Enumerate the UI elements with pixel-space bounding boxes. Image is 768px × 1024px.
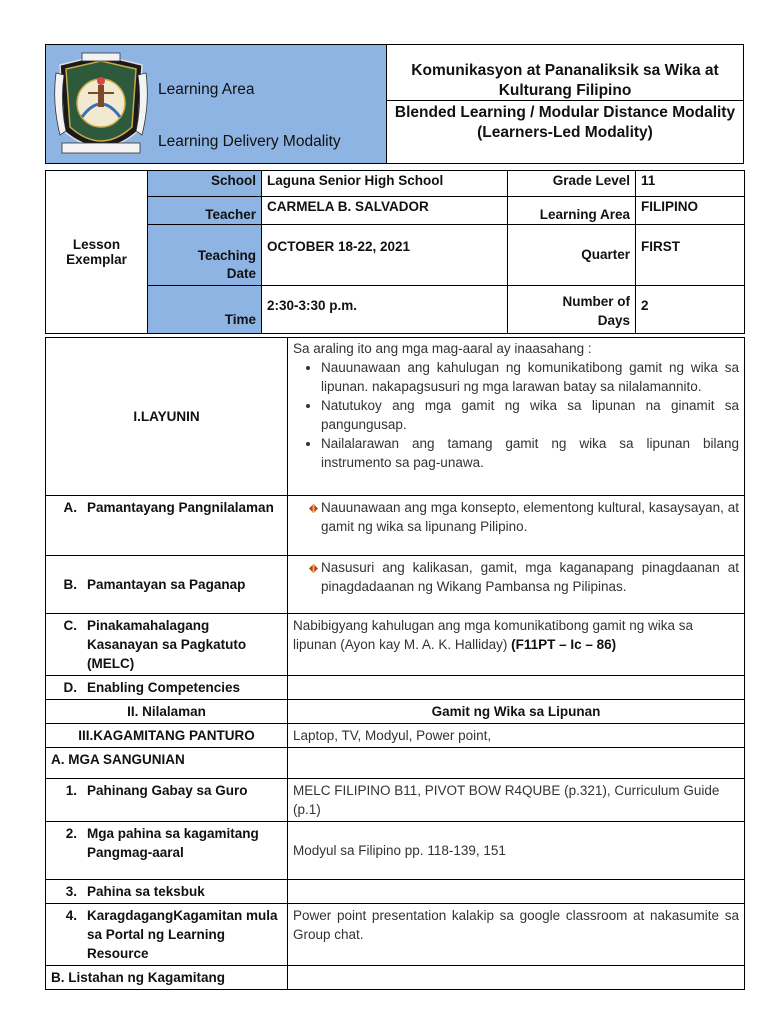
date-label: Date xyxy=(226,266,256,281)
delivery-modality-label: Learning Delivery Modality xyxy=(158,133,341,150)
document-header xyxy=(45,44,744,164)
learning-area-value: Komunikasyon at Pananaliksik sa Wika at Kulturang Filipino xyxy=(387,45,743,101)
row-number: B. xyxy=(63,577,77,592)
pamantayan-sa-paganap-value: Nasusuri ang kalikasan, gamit, mga kaganapang pinagdaanan at pinagdadaanan ng Wikang Pambansa ng Pilipinas. xyxy=(321,560,739,594)
learning-area-info-label: Learning Area xyxy=(508,197,636,225)
gabay-sa-guro-value: MELC FILIPINO B11, PIVOT BOW R4QUBE (p.321), Curriculum Guide (p.1) xyxy=(288,779,745,822)
school-label: School xyxy=(148,171,262,197)
arrow-bullet-icon xyxy=(309,504,318,513)
melc-cell xyxy=(288,614,745,676)
pamantayang-pangnilalaman-label: Pamantayang Pangnilalaman xyxy=(87,500,274,515)
arrow-bullet-icon xyxy=(309,564,318,573)
objective-item: • Nauunawaan ang kahulugan ng komunikatibong gamit ng wika sa lipunan. nakapagsusuri ng mga larawan batay sa nilalamannito. xyxy=(321,358,739,396)
number-of-days-label xyxy=(508,286,636,334)
melc-value: Nabibigyang kahulugan ang mga komunikatibong gamit ng wika sa lipunan (Ayon kay M. A. K. Halliday) xyxy=(293,618,694,652)
objective-item: • Natutukoy ang mga gamit ng wika sa lipunan na ginamit sa pangungusap. xyxy=(321,396,739,434)
row-number: 2. xyxy=(65,826,77,841)
mga-sangunian-cell xyxy=(288,748,745,779)
objectives-list xyxy=(293,358,739,472)
pamantayan-sa-paganap-row-label xyxy=(46,556,288,614)
pamantayan-sa-paganap-cell xyxy=(288,556,745,614)
row-number: 1. xyxy=(65,783,77,798)
lesson-plan-table xyxy=(45,337,745,990)
days-label: Days xyxy=(597,313,630,328)
row-number: D. xyxy=(63,680,77,695)
listahan-cell xyxy=(288,966,745,990)
learning-resource-row-label xyxy=(46,904,288,966)
time-label: Time xyxy=(148,286,262,334)
learning-resource-value: Power point presentation kalakip sa google classroom at nakasumite sa Group chat. xyxy=(288,904,745,966)
teksbuk-label: Pahina sa teksbuk xyxy=(87,884,205,899)
pamantayang-pangnilalaman-cell xyxy=(288,496,745,556)
number-of-label: Number of xyxy=(562,294,630,309)
nilalaman-value: Gamit ng Wika sa Lipunan xyxy=(288,700,745,724)
layunin-label: I.LAYUNIN xyxy=(46,338,288,496)
learning-resource-label: KaragdagangKagamitan mula sa Portal ng Learning Resource xyxy=(87,908,278,961)
grade-level-value: 11 xyxy=(636,171,745,197)
delivery-modality-value: Blended Learning / Modular Distance Modality (Learners-Led Modality) xyxy=(394,104,736,141)
teacher-label: Teacher xyxy=(148,197,262,225)
header-right-panel xyxy=(387,45,743,163)
teaching-date-label xyxy=(148,225,262,286)
teaching-label: Teaching xyxy=(197,248,256,263)
melc-code: (F11PT – Ic – 86) xyxy=(511,637,617,652)
nilalaman-label: II. Nilalaman xyxy=(46,700,288,724)
row-number: 4. xyxy=(65,908,77,923)
header-left-panel xyxy=(46,45,387,163)
melc-label: Pinakamahalagang Kasanayan sa Pagkatuto (MELC) xyxy=(87,618,247,671)
pamantayang-pangnilalaman-value: Nauunawaan ang mga konsepto, elementong kultural, kasaysayan, at gamit ng wika sa lipunang Pilipino. xyxy=(321,500,739,534)
pangmag-aaral-row-label xyxy=(46,822,288,880)
lesson-exemplar-label: Lesson Exemplar xyxy=(46,171,148,334)
objective-item: • Nailalarawan ang tamang gamit ng wika sa lipunan bilang instrumento sa pag-unawa. xyxy=(321,434,739,472)
pamantayan-sa-paganap-label: Pamantayan sa Paganap xyxy=(87,577,246,592)
learning-area-info-value: FILIPINO xyxy=(636,197,745,225)
row-number: C. xyxy=(63,618,77,633)
grade-level-label: Grade Level xyxy=(508,171,636,197)
days-value: 2 xyxy=(636,286,745,334)
teksbuk-cell xyxy=(288,880,745,904)
enabling-competencies-row-label xyxy=(46,676,288,700)
teksbuk-row-label xyxy=(46,880,288,904)
school-value: Laguna Senior High School xyxy=(262,171,508,197)
pangmag-aaral-value: Modyul sa Filipino pp. 118-139, 151 xyxy=(288,822,745,880)
date-value: OCTOBER 18-22, 2021 xyxy=(262,225,508,286)
learning-area-label: Learning Area xyxy=(158,81,255,98)
quarter-value: FIRST xyxy=(636,225,745,286)
kagamitang-panturo-value: Laptop, TV, Modyul, Power point, xyxy=(288,724,745,748)
layunin-cell xyxy=(288,338,745,496)
row-number: 3. xyxy=(65,884,77,899)
kagamitang-panturo-label: III.KAGAMITANG PANTURO xyxy=(46,724,288,748)
lesson-info-table xyxy=(45,170,745,334)
pangmag-aaral-label: Mga pahina sa kagamitang Pangmag-aaral xyxy=(87,826,259,860)
gabay-sa-guro-label: Pahinang Gabay sa Guro xyxy=(87,783,248,798)
layunin-intro: Sa araling ito ang mga mag-aaral ay inaasahang : xyxy=(293,341,592,356)
row-number: A. xyxy=(63,500,77,515)
teacher-value: CARMELA B. SALVADOR xyxy=(262,197,508,225)
pamantayang-pangnilalaman-row-label xyxy=(46,496,288,556)
melc-row-label xyxy=(46,614,288,676)
quarter-label: Quarter xyxy=(508,225,636,286)
time-value: 2:30-3:30 p.m. xyxy=(262,286,508,334)
mga-sangunian-label: A. MGA SANGUNIAN xyxy=(46,748,288,779)
enabling-competencies-cell xyxy=(288,676,745,700)
enabling-competencies-label: Enabling Competencies xyxy=(87,680,241,695)
gabay-sa-guro-row-label xyxy=(46,779,288,822)
listahan-label: B. Listahan ng Kagamitang xyxy=(46,966,288,990)
school-seal-icon xyxy=(52,51,150,161)
